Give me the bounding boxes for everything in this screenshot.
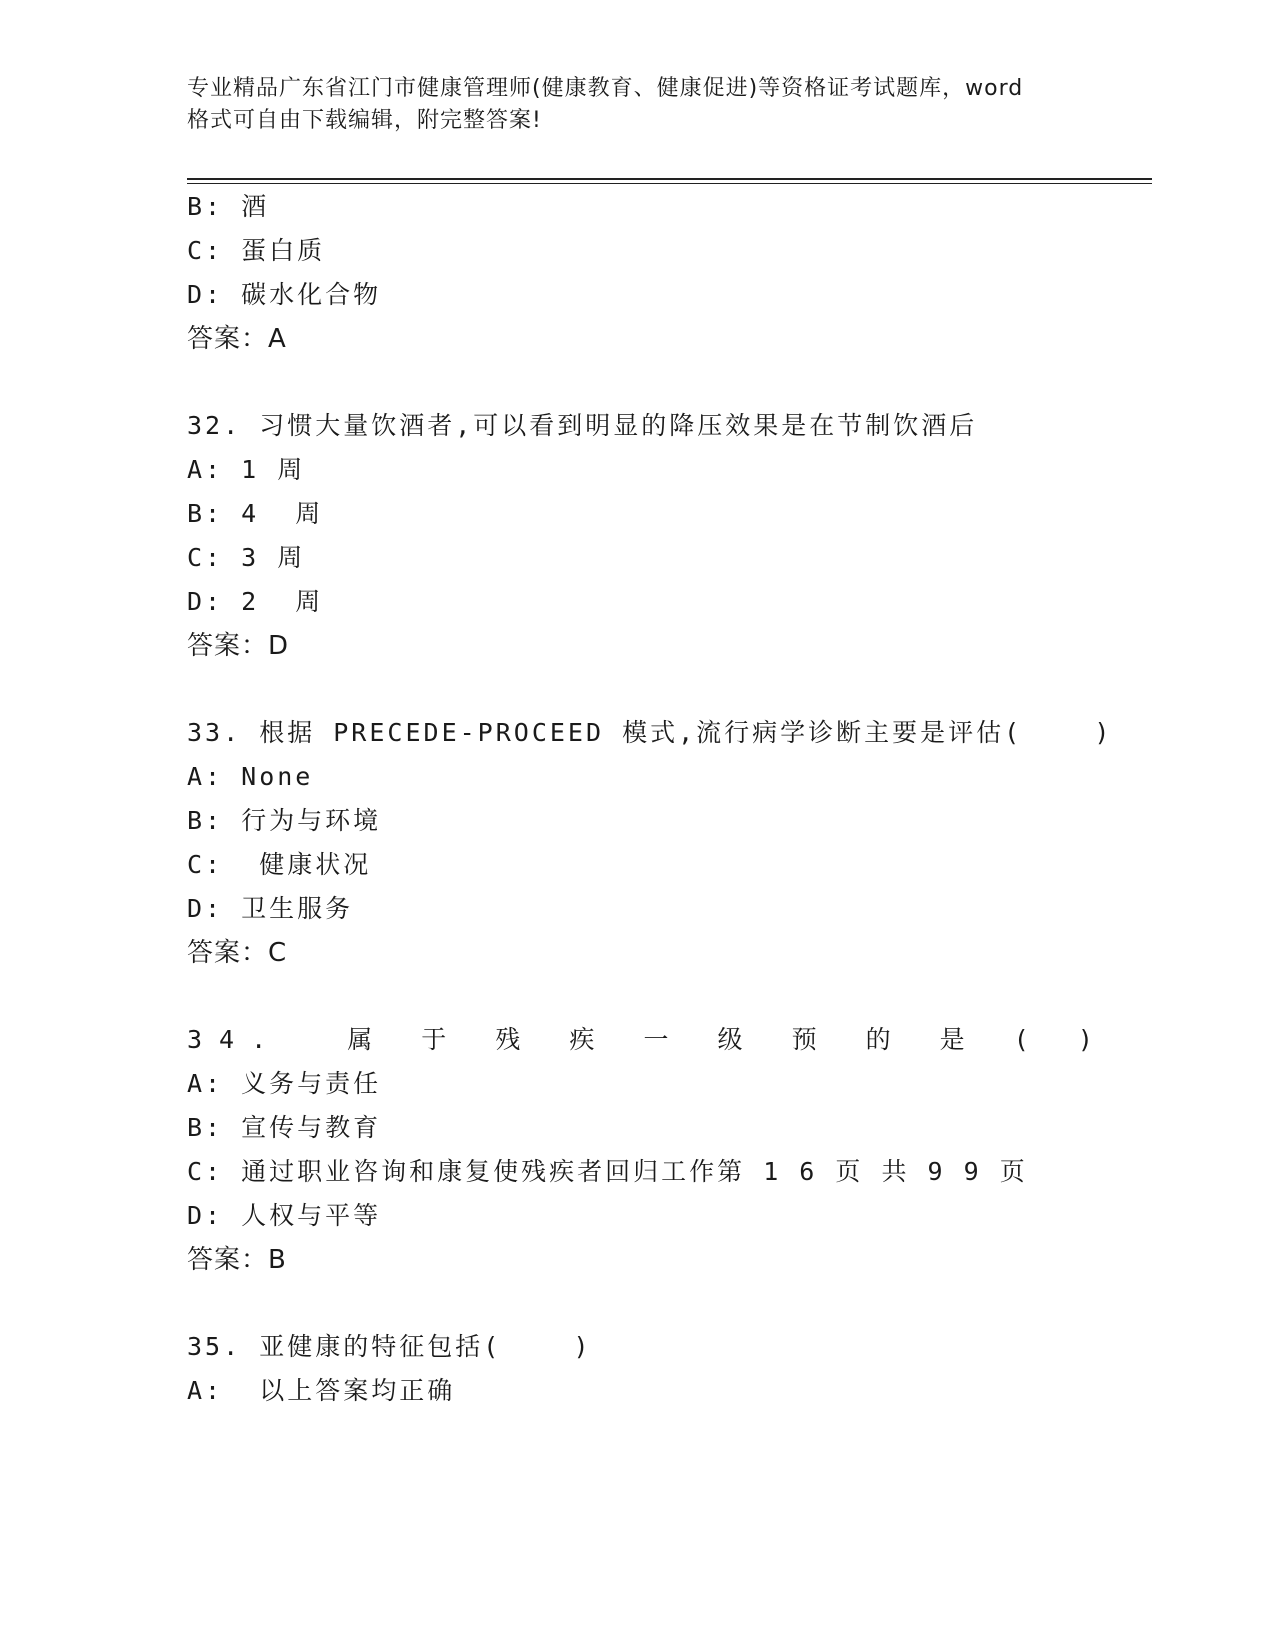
option-d: D: 2 周 [187, 587, 324, 616]
option-b: B: 4 周 [187, 499, 324, 528]
option-b: B: 酒 [187, 192, 270, 221]
option-b: B: 宣传与教育 [187, 1113, 382, 1142]
header-line-1: 专业精品广东省江门市健康管理师(健康教育、健康促进)等资格证考试题库，word [187, 76, 1024, 101]
question-32: 32. 习惯大量饮酒者,可以看到明显的降压效果是在节制饮酒后 [187, 411, 978, 440]
document-header [187, 73, 1087, 137]
option-a: A: None [187, 762, 314, 791]
option-d: D: 碳水化合物 [187, 280, 382, 309]
answer: 答案：B [187, 1245, 287, 1275]
header-line-2: 格式可自由下载编辑，附完整答案! [187, 108, 542, 133]
answer: 答案：C [187, 938, 288, 968]
option-a: A: 以上答案均正确 [187, 1376, 456, 1405]
option-a: A: 1 周 [187, 455, 306, 484]
option-c: C: 通过职业咨询和康复使残疾者回归工作第 1 6 页 共 9 9 页 [187, 1157, 1028, 1186]
question-34: 34. 属 于 残 疾 一 级 预 的 是 ( ) [187, 1025, 1110, 1054]
header-divider-thick [187, 178, 1152, 180]
option-d: D: 人权与平等 [187, 1201, 382, 1230]
answer: 答案：D [187, 631, 290, 661]
option-b: B: 行为与环境 [187, 806, 382, 835]
option-d: D: 卫生服务 [187, 894, 354, 923]
question-33: 33. 根据 PRECEDE-PROCEED 模式,流行病学诊断主要是评估( ) [187, 718, 1113, 747]
option-c: C: 健康状况 [187, 850, 372, 879]
option-c: C: 蛋白质 [187, 236, 326, 265]
question-35: 35. 亚健康的特征包括( ) [187, 1332, 592, 1361]
option-a: A: 义务与责任 [187, 1069, 382, 1098]
option-c: C: 3 周 [187, 543, 306, 572]
header-divider-thin [187, 183, 1152, 184]
answer: 答案：A [187, 324, 287, 354]
